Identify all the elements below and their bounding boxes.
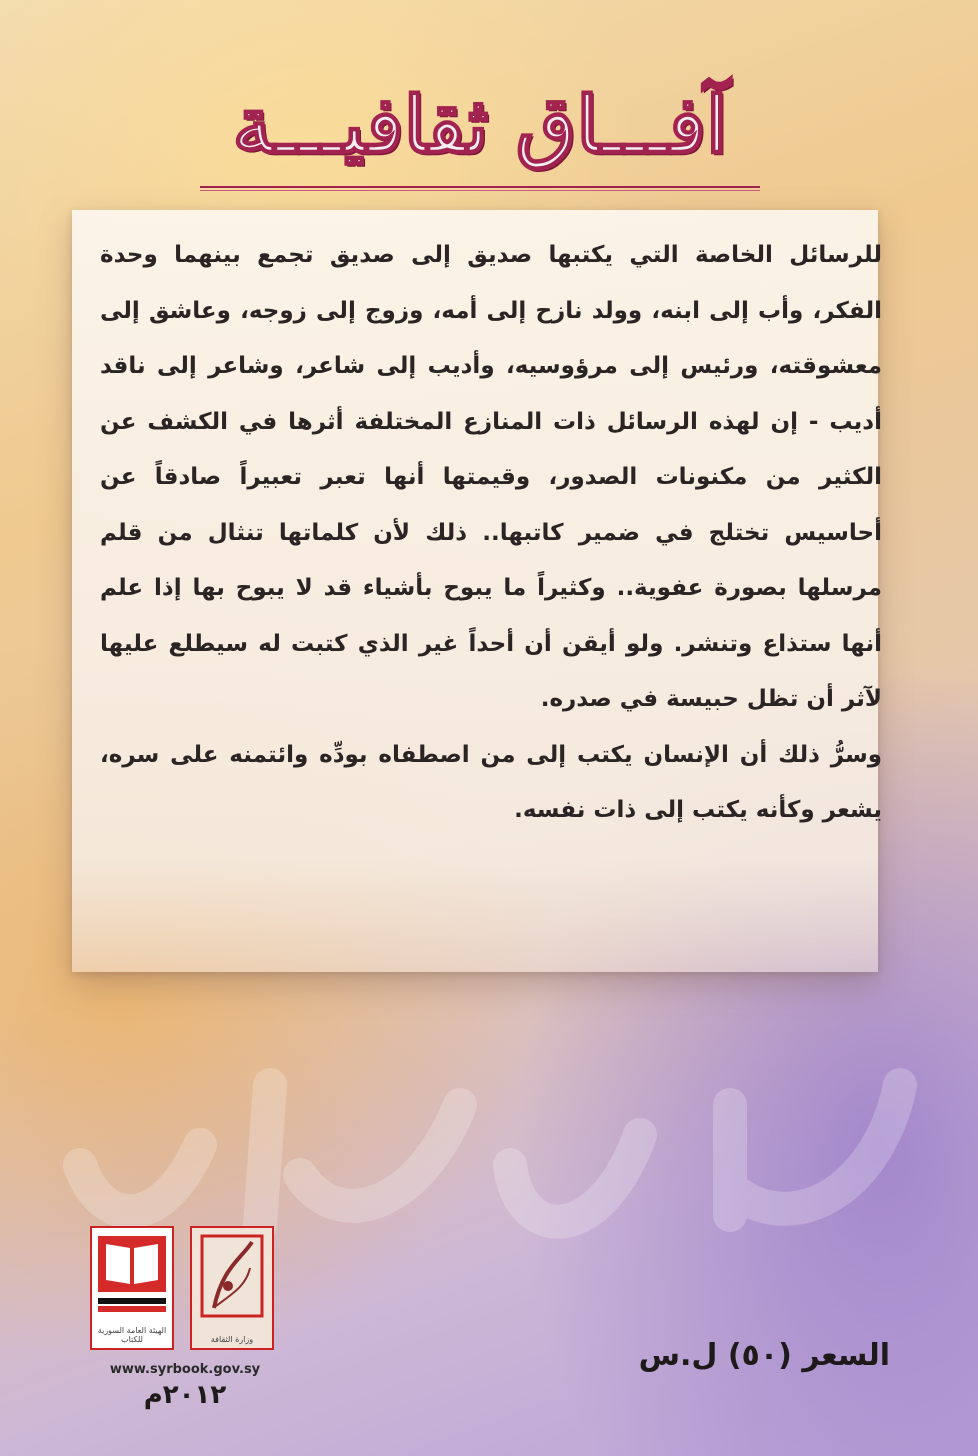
cover-title: آفـــاق ثقافيـــة [232,80,728,171]
publisher-logo [90,1226,174,1350]
ministry-logo [190,1226,274,1350]
quill-emblem-icon [192,1228,272,1324]
title-underline [200,186,760,191]
publisher-logo-caption: الهيئة العامة السورية للكتاب [97,1326,167,1344]
cover-title-block [200,80,760,200]
paragraph-1: للرسائل الخاصة التي يكتبها صديق إلى صديق تجمع بينهما وحدة الفكر، وأب إلى ابنه، وولد نازح إلى أمه، وزوج إلى زوجه، وعاشق إلى معشوقته، ورئيس إلى مرؤوسيه، وأديب إلى شاعر، وشاعر إلى ناقد أديب - إن لهذه الرسائل ذات المنازع المختلفة أثرها في الكشف عن الكثير من مكنونات الصدور، وقيمتها أنها تعبر تعبيراً صادقاً عن أحاسيس تختلج في ضمير كاتبها.. ذلك لأن كلماتها تنثال من قلم مرسلها بصورة عفوية.. وكثيراً ما يبوح بأشياء قد لا يبوح بها إذا علم أنها ستذاع وتنشر. ولو أيقن أن أحداً غير الذي كتبت له سيطلع عليها لآثر أن تظل حبيسة في صدره. [100,242,882,712]
logos-group [90,1226,280,1356]
publisher-website[interactable]: www.syrbook.gov.sy [109,1362,261,1377]
back-cover-text [100,228,882,839]
publication-year: ٢٠١٢م [143,1380,227,1410]
ministry-logo-caption: وزارة الثقافة [210,1335,254,1344]
paragraph-2: وسرُّ ذلك أن الإنسان يكتب إلى من اصطفاه بودِّه وائتمنه على سره، يشعر وكأنه يكتب إلى ذات نفسه. [100,741,882,823]
book-icon [92,1228,172,1318]
price-label: السعر (٥٠) ل.س [638,1338,890,1373]
